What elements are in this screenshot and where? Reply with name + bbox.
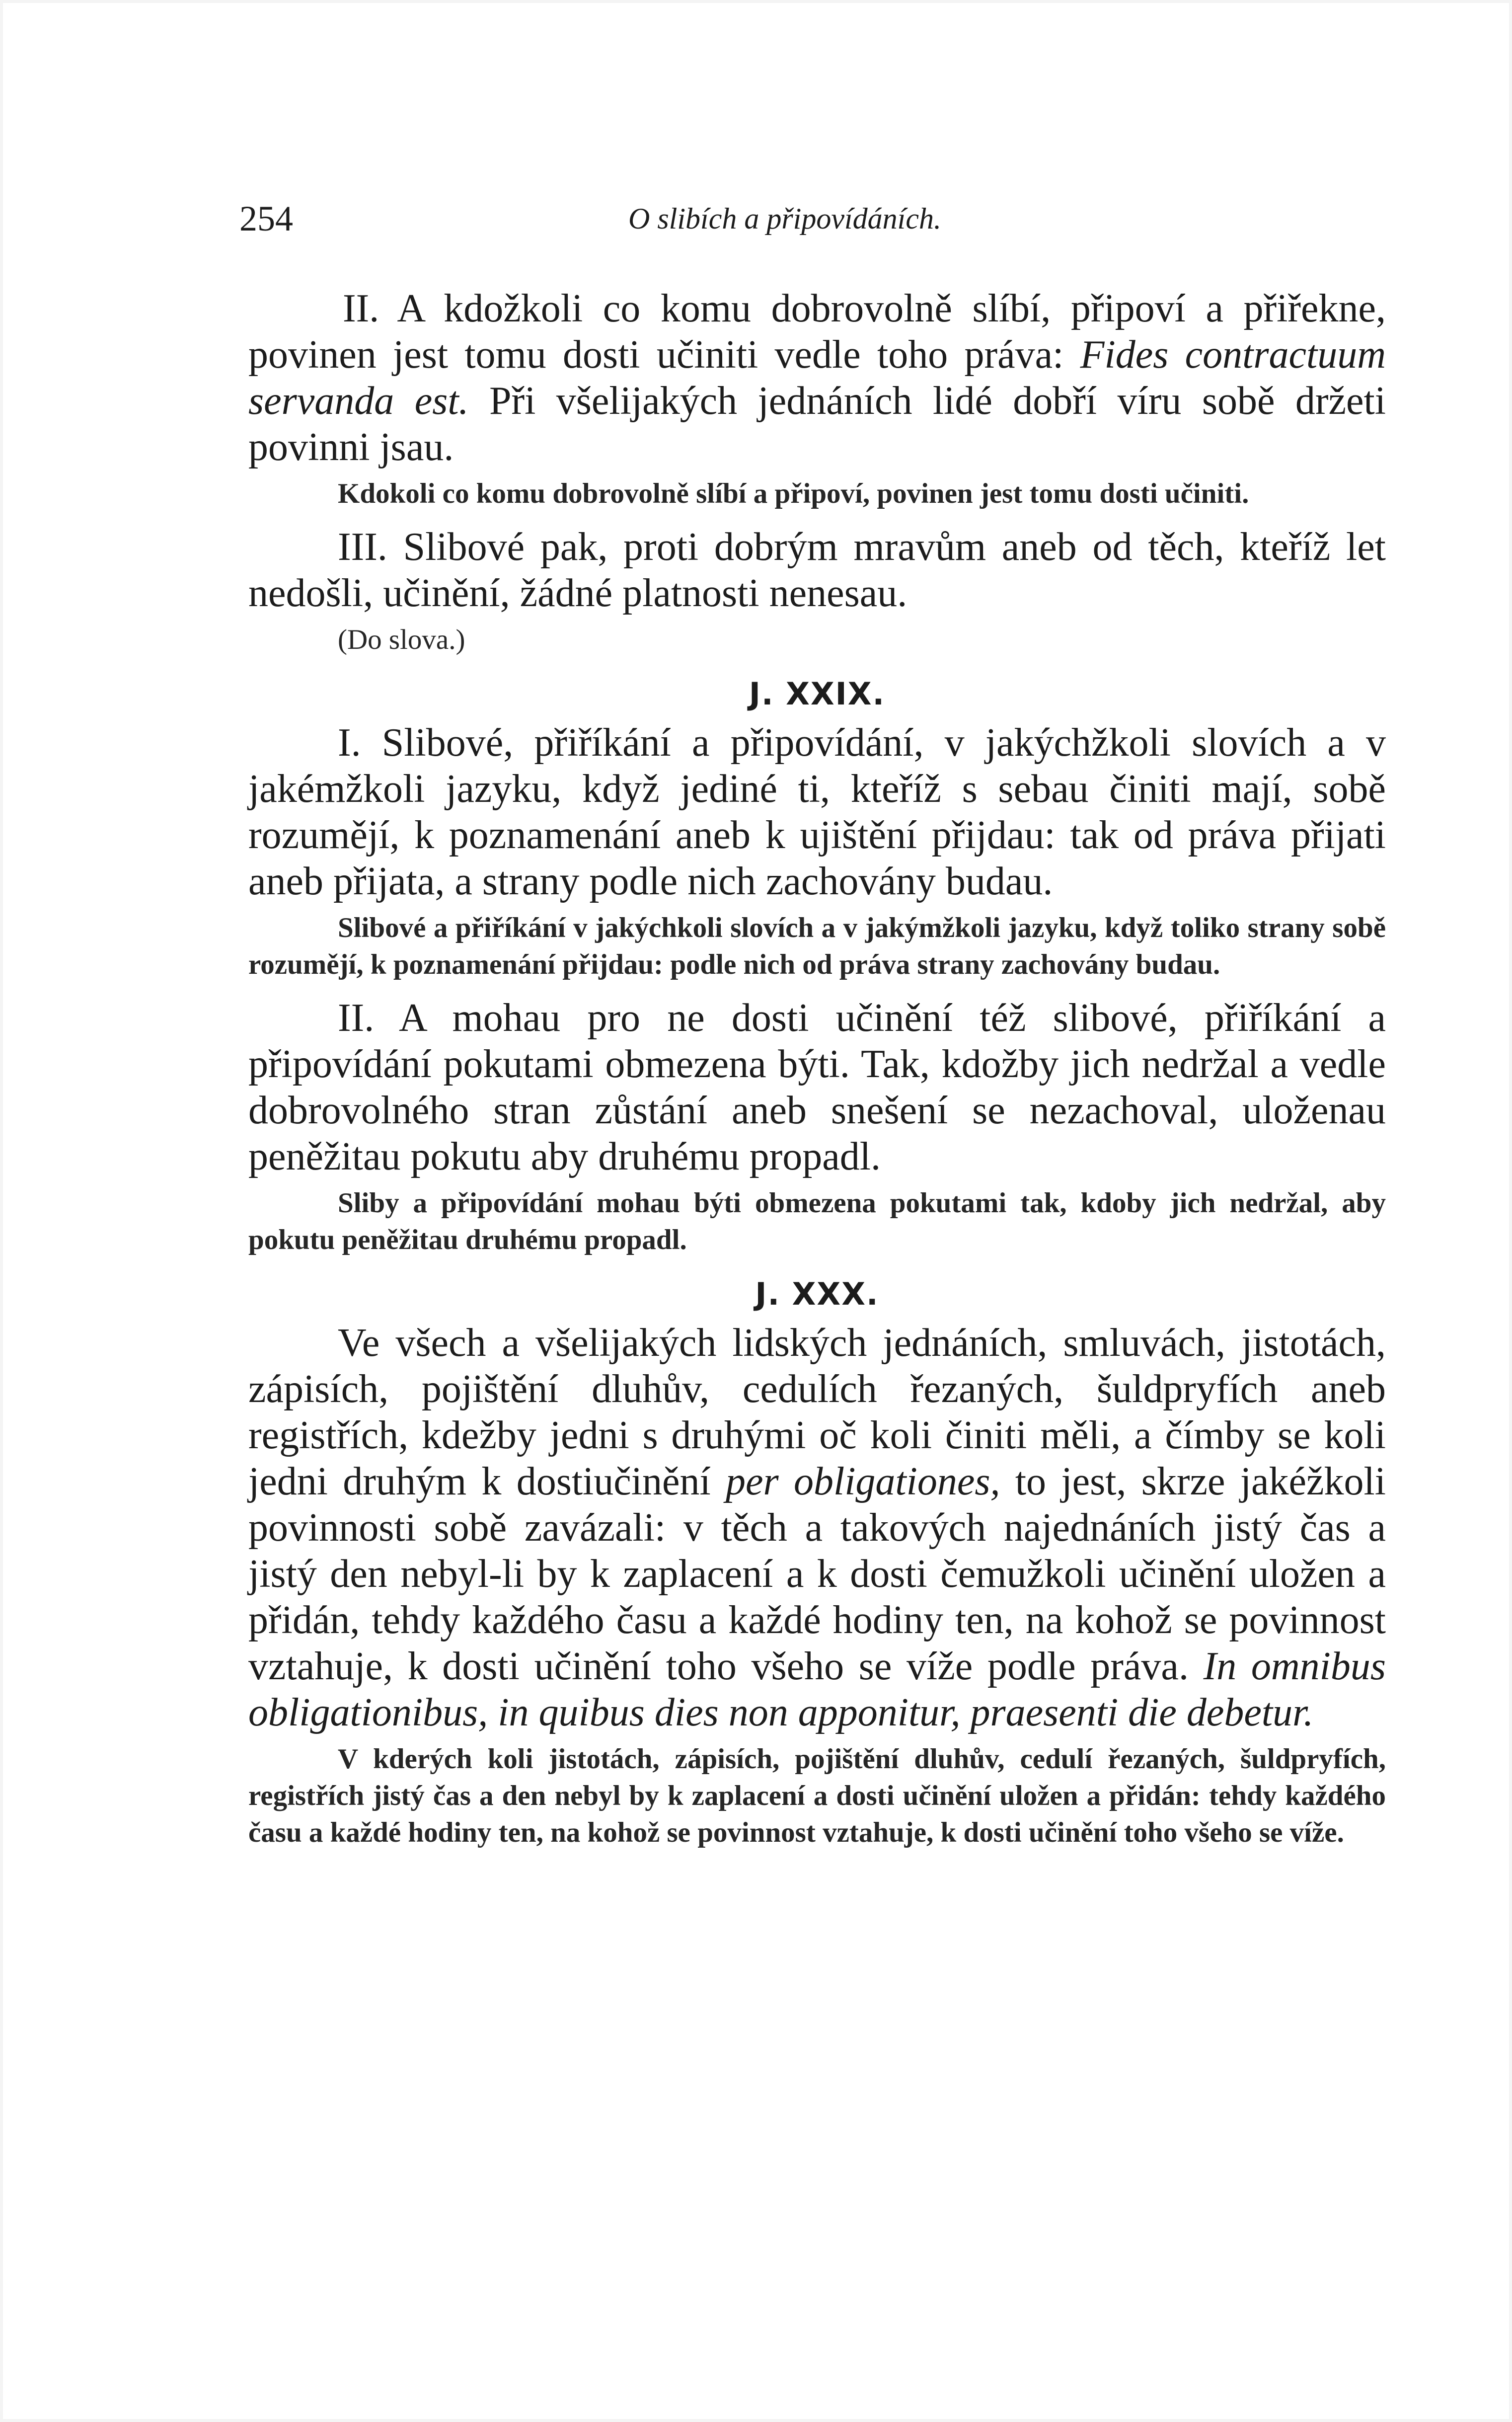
paragraph-ii-pokuty: II. A mohau pro ne dosti učinění též slibové, přiříkání a připovídání pokutami obmezena býti. Tak, kdožby jich nedržal a vedle dobrovolného stran zůstání aneb snešení se nezachoval, uloženau peněžitau pokutu aby druhému propadl. xyxy=(248,996,1386,1178)
section-heading-xxx: J. XXX. xyxy=(755,1276,879,1312)
paragraph-text: Ve všech a všelijakých lidských jednáních, smluvách, jistotách, zápisích, pojištění dluhův, cedulích řezaných, šuldpryfích aneb registřích, kdežby jedni s druhými oč koli činiti měli, a čímby se koli jedni druhým k dostiučinění xyxy=(248,1321,1386,1503)
running-head: O slibích a připovídáních. xyxy=(628,202,941,235)
page-body xyxy=(248,286,1386,1863)
paragraph-text-continued: Při všelijakých jednáních lidé dobří víru sobě držeti povinni jsau. xyxy=(248,379,1386,469)
do-slova-note: (Do slova.) xyxy=(338,624,465,655)
paragraph-iii-slibove: III. Slibové pak, proti dobrým mravům aneb od těch, kteříž let nedošli, učinění, žádné platnosti nenesau. xyxy=(248,525,1386,615)
paragraph-ii-fides xyxy=(248,286,1386,470)
paragraph-text: II. A kdožkoli co komu dobrovolně slíbí, připoví a přiřekne, povinen jest tomu dosti učiniti vedle toho práva: xyxy=(248,287,1386,377)
page-number: 254 xyxy=(239,199,293,238)
latin-maxim: Fides contractuum servanda est. xyxy=(248,333,1386,423)
latin-maxim: In omnibus obligationibus, in quibus dies non apponitur, praesenti die debetur. xyxy=(248,1644,1386,1734)
paragraph-obligations xyxy=(248,1320,1386,1736)
summary-note: V kderých koli jistotách, zápisích, pojištění dluhův, cedulí řezaných, šuldpryfích, registřích jistý čas a den nebyl by k zaplacení a dosti učinění uložen a přidán: tehdy každého času a každé hodiny ten, na kohož se povinnost vztahuje, k dosti učinění toho všeho se víže. xyxy=(248,1743,1386,1848)
latin-phrase: per obligationes, xyxy=(726,1460,1000,1503)
paragraph-text-continued: to jest, skrze jakéžkoli povinnosti sobě zavázali: v těch a takových najednáních jistý čas a jistý den nebyl-li by k zaplacení a k dosti čemužkoli učinění uložen a přidán, tehdy každého času a každé hodiny ten, na kohož se povinnost vztahuje, k dosti učinění toho všeho se víže podle práva. xyxy=(248,1460,1386,1688)
summary-note: Sliby a připovídání mohau býti obmezena pokutami tak, kdoby jich nedržal, aby pokutu peněžitau druhému propadl. xyxy=(248,1187,1386,1255)
page-header xyxy=(233,189,1336,248)
section-heading-xxix: J. XXIX. xyxy=(749,676,886,712)
summary-note: Slibové a přiříkání v jakýchkoli slovích a v jakýmžkoli jazyku, když toliko strany sobě rozumějí, k poznamenání přijdau: podle nich od práva strany zachovány budau. xyxy=(248,912,1386,980)
paragraph-i-slibove: I. Slibové, přiříkání a připovídání, v jakýchžkoli slovích a v jakémžkoli jazyku, když jediné ti, kteříž s sebau činiti mají, sobě rozumějí, k poznamenání aneb k ujištění přijdau: tak od práva přijati aneb přijata, a strany podle nich zachovány budau. xyxy=(248,721,1386,903)
summary-note: Kdokoli co komu dobrovolně slíbí a připoví, povinen jest tomu dosti učiniti. xyxy=(338,478,1249,509)
